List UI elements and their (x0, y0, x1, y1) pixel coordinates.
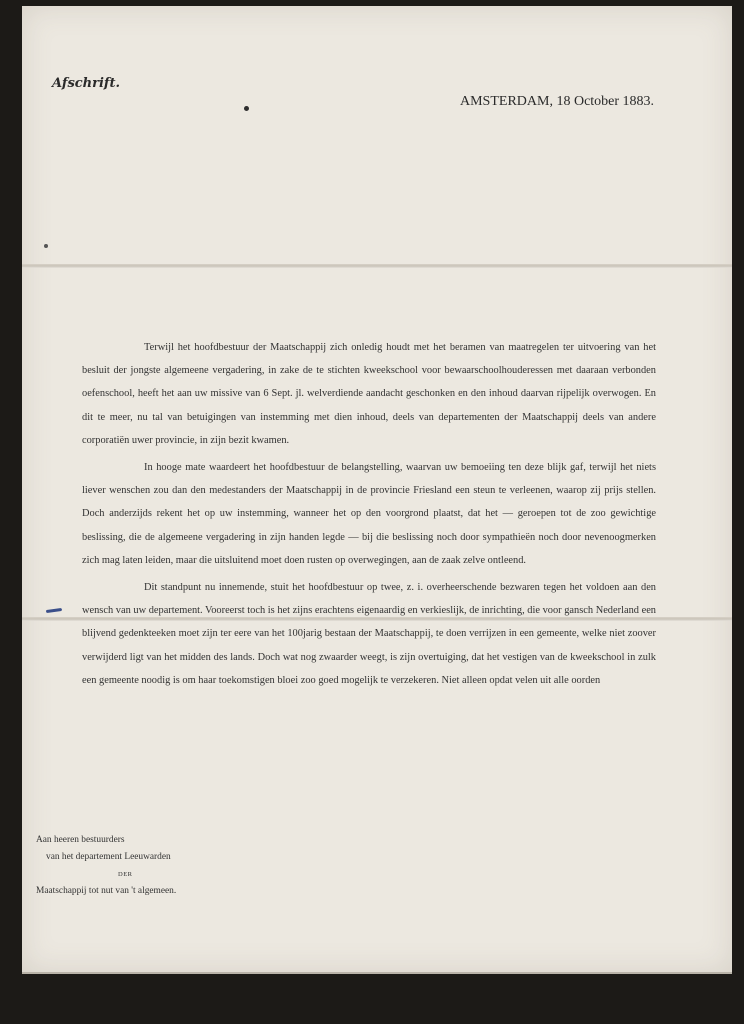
address-line: DER (118, 871, 133, 878)
paper-fold-upper (22, 264, 732, 268)
letter-body (82, 336, 656, 696)
ink-dot-margin (44, 244, 48, 248)
paragraph: Dit standpunt nu innemende, stuit het hoofdbestuur op twee, z. i. overheerschende bezwaren tegen het voldoen aan den wensch van uw departement. Vooreerst toch is het zijns erachtens eigenaardig en verkieslijk, de inrichting, die voor gansch Nederland een blijvend gedenkteeken moet zijn ter eere van het 100jarig bestaan der Maatschappij, te doen verrijzen in een gemeente, welke niet zoover verwijderd ligt van het midden des lands. Doch wat nog zwaarder weegt, is zijn overtuiging, dat het vestigen van de kweekschool in zulk een gemeente noodig is om haar toekomstigen bloei zoo goed mogelijk te verzekeren. Niet alleen opdat velen uit alle oorden (82, 582, 656, 686)
address-line: Maatschappij tot nut van 't algemeen. (36, 886, 177, 896)
letter-page (22, 6, 732, 972)
recipient-address (36, 832, 176, 900)
address-line: van het departement Leeuwarden (46, 852, 171, 862)
copy-label: Afschrift. (52, 76, 121, 91)
paper-edge (22, 972, 732, 974)
address-line: Aan heeren bestuurders (36, 835, 125, 845)
blue-ink-mark (46, 608, 62, 613)
paragraph: In hooge mate waardeert het hoofdbestuur de belangstelling, waarvan uw bemoeiing ten deze blijk gaf, terwijl het niets liever wenschen zou dan den medestanders der Maatschappij in de provincie Friesland een steun te verleenen, waarop zij prijs stellen. Doch anderzijds rekent het op uw instemming, wanneer het op den voorgrond plaatst, dat het — geroepen tot de zoo gewichtige beslissing, die de algemeene vergadering in zijn handen legde — bij die beslissing noch door sympathieën noch door nevenoogmerken zich mag laten leiden, maar die uitsluitend moet doen rusten op overwegingen, aan de zaak zelve ontleend. (82, 462, 656, 566)
paragraph: Terwijl het hoofdbestuur der Maatschappij zich onledig houdt met het beramen van maatregelen ter uitvoering van het besluit der jongste algemeene vergadering, in zake de te stichten kweekschool voor bewaarschoolhouderessen met daaraan verbonden oefenschool, heeft het aan uw missive van 6 Sept. jl. welverdiende aandacht geschonken en den inhoud daarvan rijpelijk overwogen. En dit te meer, nu tal van betuigingen van instemming met dien inhoud, deels van departementen der Maatschappij deels van andere corporatiën uwer provincie, in zijn bezit kwamen. (82, 342, 656, 446)
ink-dot (244, 106, 249, 111)
place-date: AMSTERDAM, 18 October 1883. (460, 94, 655, 109)
